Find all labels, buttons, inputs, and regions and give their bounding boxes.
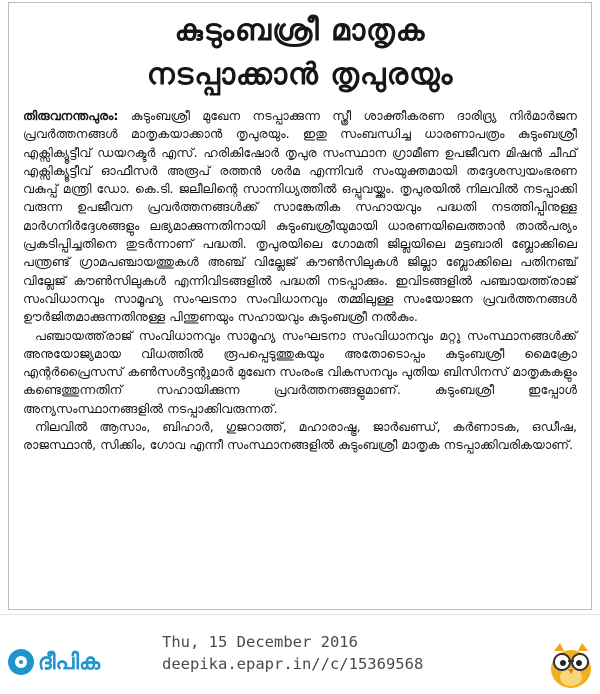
deepika-logo-icon [8, 649, 34, 675]
article-paragraph: നിലവിൽ ആസാം, ബിഹാർ, ഗുജറാത്ത്, മഹാരാഷ്ട്ര, ജാർഖണ്ഡ്, കർണാടക, ഒഡീഷ, രാജസ്ഥാൻ, സിക്കിം, ഗോവ എന്നീ സംസ്ഥാനങ്ങളിൽ കുടുംബശ്രീ മാതൃക നടപ്പാക്കിവരികയാണ്. [23, 419, 577, 453]
article-body [23, 107, 577, 455]
headline-line-2: നടപ്പാക്കാൻ തൃപുരയും [146, 57, 454, 92]
news-clipping [8, 2, 592, 610]
brand-name: ദീപിക [38, 649, 101, 675]
epaper-stamp [162, 631, 423, 675]
headline [19, 9, 581, 97]
publish-date: Thu, 15 December 2016 [162, 633, 358, 651]
deepika-logo[interactable] [8, 645, 100, 679]
owl-mascot-icon [548, 641, 594, 689]
paragraph-text: കുടുംബശ്രീ മുഖേന നടപ്പാക്കുന്ന സ്ത്രീ ശാക്തീകരണ ദാരിദ്ര്യ നിർമാർജന പ്രവർത്തനങ്ങൾ മാതൃകയാക്കാൻ തൃപുരയും. ഇതു സംബന്ധിച്ച ധാരണാപത്രം കുടുംബശ്രീ എക്സിക്യൂട്ടീവ് ഡയറക്ടർ എസ്. ഹരികിഷോർ തൃപുര സംസ്ഥാന ഗ്രാമീണ ഉപജീവന മിഷൻ ചീഫ് എക്സിക്യൂട്ടീവ് ഓഫീസർ അരൂപ് രത്തൻ ശർമ എന്നിവർ സംയുക്തമായി തദ്ദേശസ്വയംഭരണ വകുപ്പ് മന്ത്രി ഡോ. കെ.ടി. ജലീലിന്റെ സാന്നിധ്യത്തിൽ ഒപ്പുവയ്ക്കും. തൃപുരയിൽ നിലവിൽ നടപ്പാക്കി വരുന്ന ഉപജീവന പ്രവർത്തനങ്ങൾക്ക് സാങ്കേതിക സഹായവും പദ്ധതി നടത്തിപ്പിനുള്ള മാർഗനിർദ്ദേശങ്ങളും ലഭ്യമാക്കുന്നതിനായി കുടുംബശ്രീയുമായി ധാരണയിലെത്താൻ താൽപര്യം പ്രകടിപ്പിച്ചതിനെ തുടർന്നാണ് പദ്ധതി. തൃപുരയിലെ ഗോമതി ജില്ലയിലെ മട്ടബാരി ബ്ലോക്കിലെ പന്ത്രണ്ട് ഗ്രാമപഞ്ചായത്തുകൾ അഞ്ച് വില്ലേജ് കൗൺസിലുകൾ ജില്ലാ ബ്ലോക്കിലെ പതിനഞ്ച് വില്ലേജ് കൗൺസിലുകൾ എന്നിവിടങ്ങളിൽ പദ്ധതി നടപ്പാക്കും. ഇവിടങ്ങളിൽ പഞ്ചായത്ത്‌രാജ് സംവിധാനവും സാമൂഹ്യ സംഘടനാ സംവിധാനവും തമ്മിലുള്ള സംയോജന പ്രവർത്തനങ്ങൾ ഊർജിതമാക്കുന്നതിനുള്ള പിന്തുണയും സഹായവും കുടുംബശ്രീ നൽകും. [23, 108, 577, 325]
headline-line-1: കുടുംബശ്രീ മാതൃക [174, 13, 426, 48]
epaper-link[interactable]: deepika.epapr.in//c/15369568 [162, 655, 424, 673]
dateline: തിരുവനന്തപുരം: [23, 108, 119, 123]
article-paragraph: പഞ്ചായത്ത്‌രാജ് സംവിധാനവും സാമൂഹ്യ സംഘടനാ സംവിധാനവും മറ്റു സംസ്ഥാനങ്ങൾക്ക് അനുയോജ്യമായ വിധത്തിൽ രൂപപ്പെടുത്തുകയും അതോടൊപ്പം കുടുംബശ്രീ മൈക്രോ എന്റർപ്രൈസസ് കൺസൾട്ടന്റുമാർ മുഖേന സംരംഭ വികസനവും പുതിയ ബിസിനസ് മാതൃകകളും കണ്ടെത്തുന്നതിന് സഹായിക്കുന്ന പ്രവർത്തനങ്ങളുമാണ്. കുടുംബശ്രീ ഇപ്പോൾ അന്യസംസ്ഥാനങ്ങളിൽ നടപ്പാക്കിവരുന്നത്. [23, 327, 577, 416]
article-paragraph [23, 107, 577, 327]
epaper-footer [0, 614, 600, 694]
